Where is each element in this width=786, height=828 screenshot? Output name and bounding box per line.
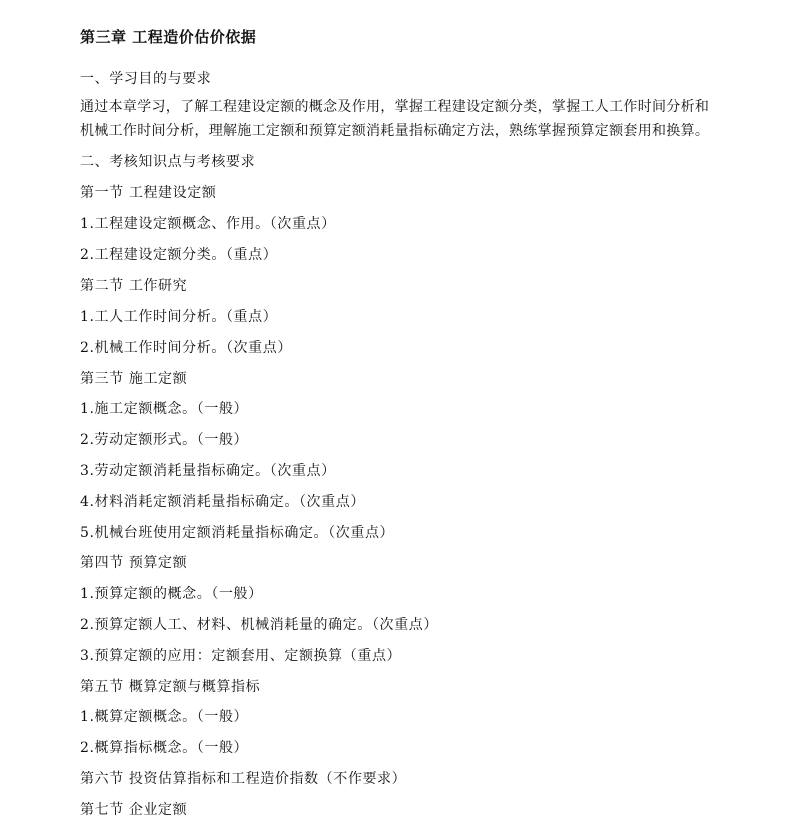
list-item: 1.施工定额概念。（一般） bbox=[80, 401, 249, 417]
subsection-heading: 第五节 概算定额与概算指标 bbox=[80, 679, 261, 695]
subsection-heading: 第一节 工程建设定额 bbox=[80, 185, 217, 201]
subsection-heading: 第七节 企业定额 bbox=[80, 802, 188, 818]
list-item: 2.机械工作时间分析。（次重点） bbox=[80, 340, 292, 356]
subsection-heading: 第四节 预算定额 bbox=[80, 555, 188, 571]
subsection-heading: 第六节 投资估算指标和工程造价指数（不作要求） bbox=[80, 771, 407, 787]
list-item: 3.劳动定额消耗量指标确定。（次重点） bbox=[80, 463, 336, 479]
list-item: 2.劳动定额形式。（一般） bbox=[80, 432, 249, 448]
list-item: 5.机械台班使用定额消耗量指标确定。（次重点） bbox=[80, 525, 395, 541]
list-item: 1.工人工作时间分析。（重点） bbox=[80, 309, 278, 325]
list-item: 1.预算定额的概念。（一般） bbox=[80, 586, 263, 602]
list-item: 4.材料消耗定额消耗量指标确定。（次重点） bbox=[80, 494, 365, 510]
list-item: 2.预算定额人工、材料、机械消耗量的确定。（次重点） bbox=[80, 617, 438, 633]
list-item: 3.预算定额的应用：定额套用、定额换算（重点） bbox=[80, 648, 402, 664]
intro-paragraph-line: 通过本章学习，了解工程建设定额的概念及作用，掌握工程建设定额分类，掌握工人工作时间分析和 bbox=[80, 99, 710, 115]
subsection-heading: 第二节 工作研究 bbox=[80, 278, 188, 294]
section-heading-objectives: 一、学习目的与要求 bbox=[80, 71, 212, 87]
subsection-heading: 第三节 施工定额 bbox=[80, 371, 188, 387]
chapter-title: 第三章 工程造价估价依据 bbox=[80, 28, 257, 46]
intro-paragraph bbox=[80, 95, 780, 143]
list-item: 2.工程建设定额分类。（重点） bbox=[80, 247, 278, 263]
list-item: 1.概算定额概念。（一般） bbox=[80, 709, 249, 725]
list-item: 2.概算指标概念。（一般） bbox=[80, 740, 249, 756]
intro-paragraph-line: 机械工作时间分析，理解施工定额和预算定额消耗量指标确定方法，熟练掌握预算定额套用和换算。 bbox=[80, 123, 710, 139]
section-heading-exam-points: 二、考核知识点与考核要求 bbox=[80, 154, 256, 170]
list-item: 1.工程建设定额概念、作用。（次重点） bbox=[80, 216, 336, 232]
